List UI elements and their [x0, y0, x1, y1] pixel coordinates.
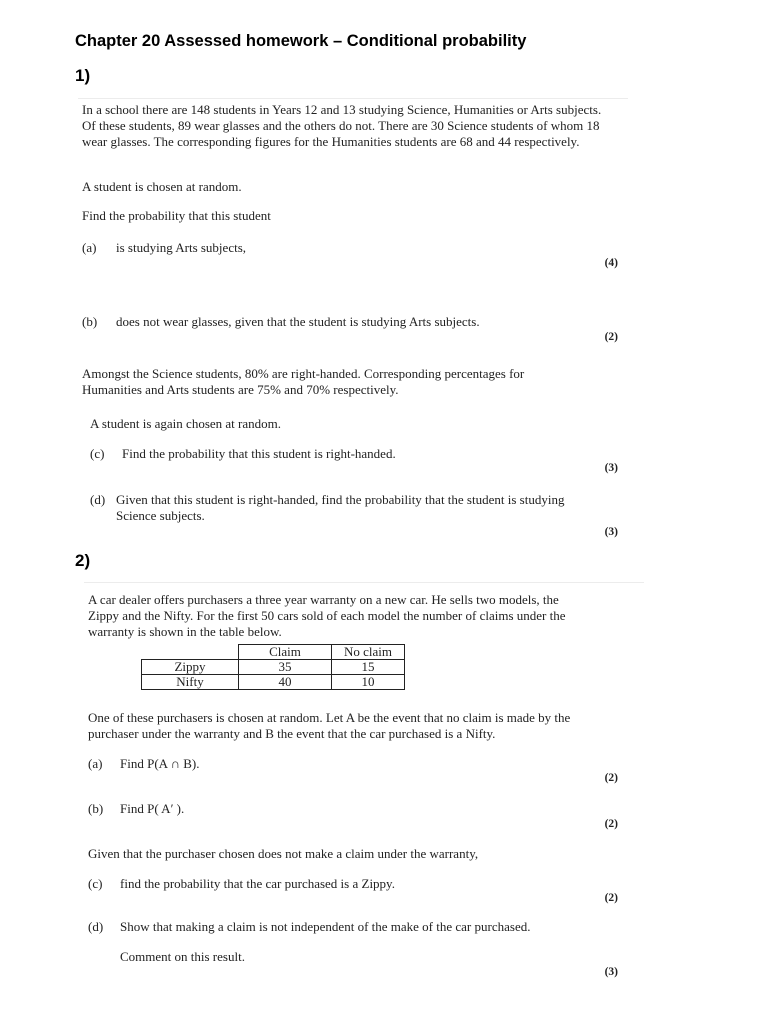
q1b-label: (b) — [82, 314, 98, 329]
q2-events: One of these purchasers is chosen at random. Let A be the event that no claim is made by the purchaser under the warranty and B the event that the car purchased is a Nifty. — [88, 710, 571, 741]
q2c-label: (c) — [88, 876, 103, 891]
q1c-label: (c) — [90, 446, 105, 461]
page-title: Chapter 20 Assessed homework – Conditional probability — [75, 32, 527, 50]
q2a-text: Find P(A ∩ B). — [120, 756, 200, 771]
q2d-text: Show that making a claim is not independent of the make of the car purchased. — [120, 919, 531, 934]
q1c-text: Find the probability that this student is right-handed. — [122, 446, 396, 461]
q2-intro: A car dealer offers purchasers a three year warranty on a new car. He sells two models, the Zippy and the Nifty. For the first 50 cars sold of each model the number of claims under the warranty is shown in the table below. — [88, 592, 566, 639]
q1-again-text: A student is again chosen at random. — [90, 416, 281, 431]
q1-context: Amongst the Science students, 80% are right-handed. Corresponding percentages for Humanities and Arts students are 75% and 70% respectively. — [82, 366, 525, 397]
question-1-number: 1) — [75, 66, 91, 85]
q2c-text: find the probability that the car purchased is a Zippy. — [120, 876, 395, 891]
q1b-marks: (2) — [604, 331, 618, 343]
q1-random-text: A student is chosen at random. — [82, 179, 242, 194]
q2b-label: (b) — [88, 801, 104, 816]
q2-given-text: Given that the purchaser chosen does not make a claim under the warranty, — [88, 846, 479, 861]
q2d-label: (d) — [88, 919, 104, 934]
table-corner — [142, 645, 239, 660]
q2d-marks: (3) — [604, 966, 618, 978]
table-row — [142, 675, 405, 690]
q2b-text: Find P( A′ ). — [120, 801, 185, 816]
q1a-marks: (4) — [604, 257, 618, 269]
q2c-marks: (2) — [604, 892, 618, 904]
question-2-number: 2) — [75, 551, 91, 570]
scan-edge — [84, 582, 644, 583]
table-row-model: Nifty — [142, 675, 239, 690]
q1-intro: In a school there are 148 students in Years 12 and 13 studying Science, Humanities or Arts subjects. Of these students, 89 wear glasses and the others do not. There are 30 Science students of whom 18 wear glasses. The corresponding figures for the Humanities students are 68 and 44 respectively. — [82, 102, 602, 149]
warranty-table — [141, 644, 405, 690]
q1-find-text: Find the probability that this student — [82, 208, 271, 223]
table-header-claim: Claim — [239, 645, 332, 660]
q2b-marks: (2) — [604, 818, 618, 830]
table-header-no-claim: No claim — [332, 645, 405, 660]
table-row-model: Zippy — [142, 660, 239, 675]
table-row — [142, 660, 405, 675]
table-cell-claim: 40 — [239, 675, 332, 690]
table-cell-no-claim: 10 — [332, 675, 405, 690]
table-cell-no-claim: 15 — [332, 660, 405, 675]
q2a-marks: (2) — [604, 772, 618, 784]
q1d-text: Given that this student is right-handed, find the probability that the student is studying Science subjects. — [116, 492, 565, 523]
q2a-label: (a) — [88, 756, 103, 771]
q1b-text: does not wear glasses, given that the student is studying Arts subjects. — [116, 314, 480, 329]
q2-comment-text: Comment on this result. — [120, 949, 245, 964]
q1c-marks: (3) — [604, 462, 618, 474]
q1d-label: (d) — [90, 492, 106, 507]
table-cell-claim: 35 — [239, 660, 332, 675]
scan-edge — [78, 98, 628, 99]
q1a-label: (a) — [82, 240, 97, 255]
q1a-text: is studying Arts subjects, — [116, 240, 247, 255]
q1d-marks: (3) — [604, 526, 618, 538]
